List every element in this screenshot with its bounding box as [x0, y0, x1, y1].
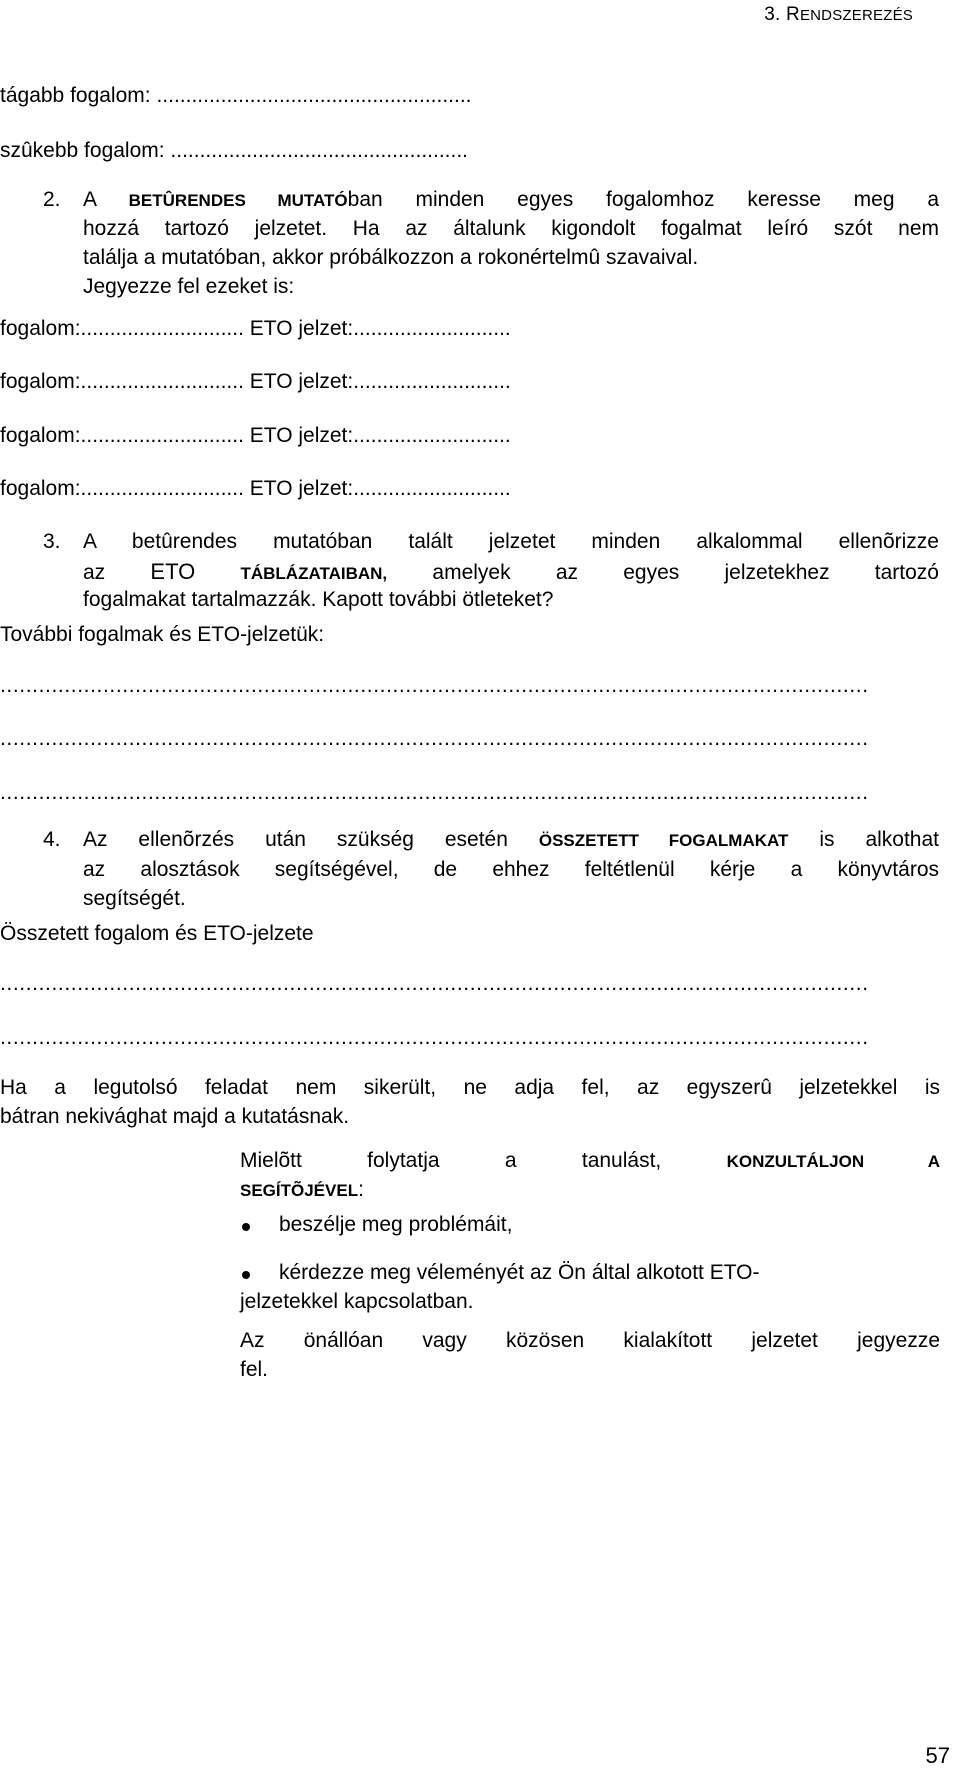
fogalom-row: fogalom:............................ ETO jelzet:...........................	[0, 317, 511, 340]
box-line1: Mielõtt folytatja a tanulást, KONZULTÁLJON A	[240, 1149, 940, 1172]
bullet-item-2-line1: kérdezze meg véleményét az Ön által alkotott ETO-	[279, 1261, 760, 1284]
fogalom-row: fogalom:............................ ETO jelzet:...........................	[0, 370, 511, 393]
chapter-header: 3. RENDSZEREZÉS	[764, 4, 913, 25]
item-number: 3.	[43, 530, 61, 553]
closing-line1: Ha a legutolsó feladat nem sikerült, ne adja fel, az egyszerû jelzetekkel is	[0, 1076, 940, 1099]
bullet-icon	[242, 1223, 250, 1231]
item2-line4: Jegyezze fel ezeket is:	[83, 275, 295, 298]
item3-line1: A betûrendes mutatóban talált jelzetet minden alkalommal ellenõrizze	[83, 530, 939, 553]
item-number: 2.	[43, 188, 61, 211]
closing-line2: bátran nekivághat majd a kutatásnak.	[0, 1105, 350, 1128]
page-number: 57	[925, 1743, 950, 1768]
narrower-term-line: szûkebb fogalom: ...................................................	[0, 139, 468, 162]
dotted-line: .......................................................................................................................................	[0, 1026, 869, 1049]
item4-line2: az alosztások segítségével, de ehhez feltétlenül kérje a könyvtáros	[83, 858, 939, 881]
box-last-line2: fel.	[240, 1358, 269, 1381]
box-last-line1: Az önállóan vagy közösen kialakított jelzetet jegyezze	[240, 1329, 940, 1352]
item2-line3: találja a mutatóban, akkor próbálkozzon a rokonértelmû szavaival.	[83, 246, 699, 269]
fogalom-row: fogalom:............................ ETO jelzet:...........................	[0, 477, 511, 500]
bullet-icon	[242, 1271, 250, 1279]
broader-term-line: tágabb fogalom: ......................................................	[0, 84, 472, 107]
fogalom-row: fogalom:............................ ETO jelzet:...........................	[0, 424, 511, 447]
item3-line3: fogalmakat tartalmazzák. Kapott további ötleteket?	[83, 588, 554, 611]
item2-line1: A BETÛRENDES MUTATÓban minden egyes fogalomhoz keresse meg a	[83, 188, 939, 211]
bullet-item-1: beszélje meg problémáit,	[279, 1213, 513, 1236]
item4-line3: segítségét.	[83, 887, 186, 910]
item3-line2: az ETO TÁBLÁZATAIBAN, amelyek az egyes jelzetekhez tartozó	[83, 559, 939, 584]
further-terms-label: További fogalmak és ETO-jelzetük:	[0, 623, 325, 646]
box-line2: SEGÍTÕJÉVEL:	[240, 1178, 364, 1201]
bullet-item-2-line2: jelzetekkel kapcsolatban.	[240, 1290, 474, 1313]
compound-term-label: Összetett fogalom és ETO-jelzete	[0, 922, 314, 945]
dotted-line: .......................................................................................................................................	[0, 781, 869, 804]
dotted-line: .......................................................................................................................................	[0, 674, 869, 697]
item2-line2: hozzá tartozó jelzetet. Ha az általunk kigondolt fogalmat leíró szót nem	[83, 217, 939, 240]
item-number: 4.	[43, 828, 61, 851]
dotted-line: .......................................................................................................................................	[0, 727, 869, 750]
item4-line1: Az ellenõrzés után szükség esetén ÖSSZETETT FOGALMAKAT is alkothat	[83, 828, 939, 851]
dotted-line: .......................................................................................................................................	[0, 972, 869, 995]
